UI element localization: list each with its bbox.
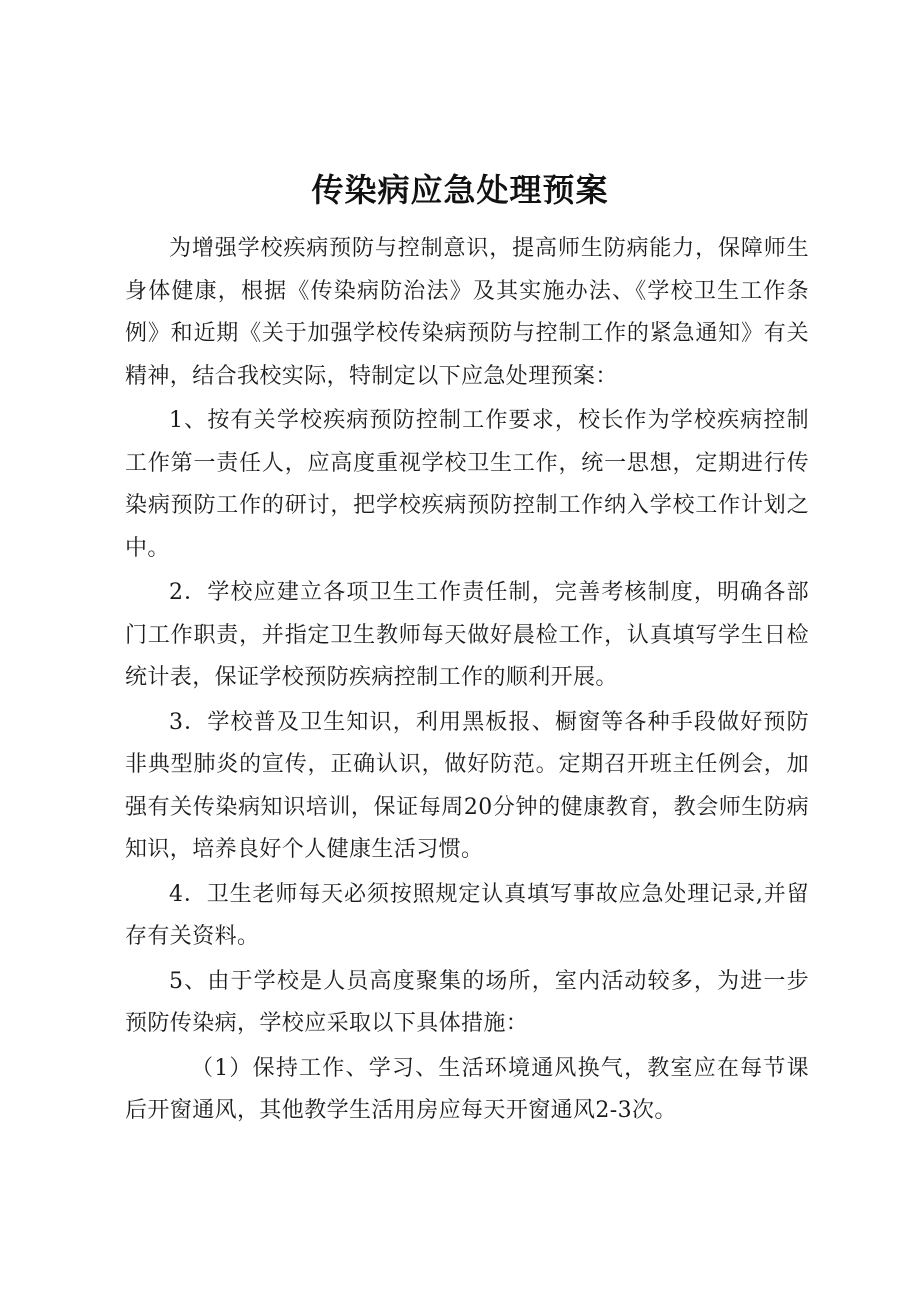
item-5-paragraph: 5、由于学校是人员高度聚集的场所，室内活动较多，为进一步预防传染病，学校应采取以下具体措施： [125, 968, 809, 1036]
item-3-paragraph: 3．学校普及卫生知识，利用黑板报、橱窗等各种手段做好预防非典型肺炎的宣传，正确认识，做好防范。定期召开班主任例会，加强有关传染病知识培训，保证每周20分钟的健康教育，教会师生防病知识，培养良好个人健康生活习惯。 [125, 709, 809, 862]
item-5-1-paragraph: （1）保持工作、学习、生活环境通风换气，教室应在每节课后开窗通风，其他教学生活用房应每天开窗通风2-3次。 [125, 1055, 809, 1123]
item-4-paragraph: 4．卫生老师每天必须按照规定认真填写事故应急处理记录,并留存有关资料。 [125, 881, 809, 949]
document-title: 传染病应急处理预案 [311, 171, 609, 209]
intro-paragraph: 为增强学校疾病预防与控制意识，提高师生防病能力，保障师生身体健康，根据《传染病防治法》及其实施办法、《学校卫生工作条例》和近期《关于加强学校传染病预防与控制工作的紧急通知》有关精神，结合我校实际，特制定以下应急处理预案： [125, 236, 809, 389]
item-1-paragraph: 1、按有关学校疾病预防控制工作要求，校长作为学校疾病控制工作第一责任人，应高度重视学校卫生工作，统一思想，定期进行传染病预防工作的研讨，把学校疾病预防控制工作纳入学校工作计划之中。 [125, 408, 809, 561]
item-2-paragraph: 2．学校应建立各项卫生工作责任制，完善考核制度，明确各部门工作职责，并指定卫生教师每天做好晨检工作，认真填写学生日检统计表，保证学校预防疾病控制工作的顺利开展。 [125, 580, 809, 690]
document-body [125, 228, 809, 1133]
